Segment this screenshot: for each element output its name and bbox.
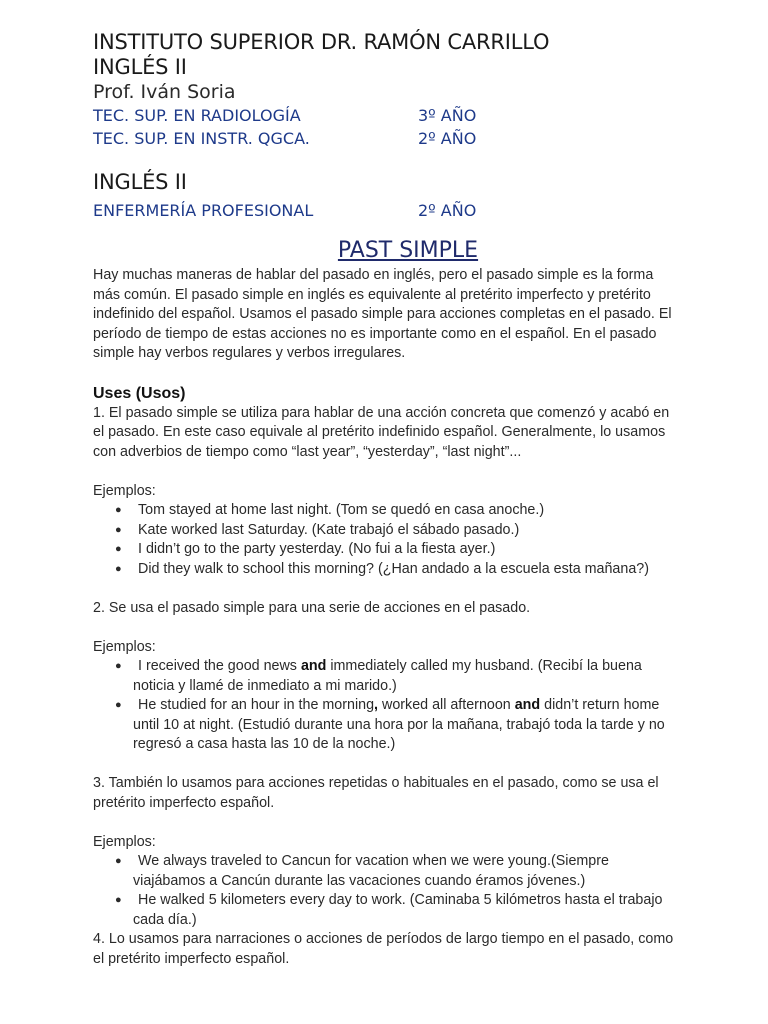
- list-item: ● He walked 5 kilometers every day to work. (Caminaba 5 kilómetros hasta el trabajo cada día.): [115, 892, 663, 928]
- bullet-icon: ●: [115, 894, 122, 906]
- use-4-paragraph: [93, 930, 723, 969]
- intro-paragraph: [93, 266, 723, 364]
- text-line: período de tiempo de estas acciones no es importante como en el español. En el pasado: [93, 325, 657, 342]
- course-name: ENFERMERÍA PROFESIONAL: [93, 201, 314, 220]
- list-item: ● I didn’t go to the party yesterday. (No fui a la fiesta ayer.): [93, 540, 723, 560]
- text-line: más común. El pasado simple en inglés es equivalente al pretérito imperfecto y pretérito: [93, 286, 651, 303]
- course-year: 3º AÑO: [418, 106, 477, 125]
- examples-list-2: [93, 657, 723, 755]
- course-year: 2º AÑO: [418, 129, 477, 148]
- examples-label: Ejemplos:: [93, 638, 156, 655]
- examples-list-1: [93, 501, 723, 579]
- text-line: pretérito imperfecto español.: [93, 794, 275, 811]
- examples-list-3: [93, 852, 723, 930]
- course-row: [93, 127, 723, 150]
- examples-label: Ejemplos:: [93, 833, 156, 850]
- text-line: el pasado. En este caso equivale al pretérito indefinido español. Generalmente, lo usamos: [93, 424, 666, 440]
- bullet-icon: ●: [115, 504, 122, 516]
- course-name: TEC. SUP. EN RADIOLOGÍA: [93, 106, 301, 125]
- subject-name-2: INGLÉS II: [93, 170, 187, 194]
- use-3-paragraph: [93, 774, 723, 813]
- text-line: indefinido del español. Usamos el pasado simple para acciones completas en el pasado. El: [93, 306, 672, 322]
- text-line: el pretérito imperfecto español.: [93, 950, 290, 967]
- page-title: PAST SIMPLE: [337, 238, 479, 263]
- list-item: ● Tom stayed at home last night. (Tom se quedó en casa anoche.): [93, 501, 723, 521]
- bullet-icon: ●: [115, 699, 122, 711]
- course-name: TEC. SUP. EN INSTR. QGCA.: [93, 129, 310, 148]
- bullet-icon: ●: [115, 523, 122, 536]
- bullet-icon: ●: [115, 543, 122, 555]
- text-line: 3. También lo usamos para acciones repetidas o habituales en el pasado, como se usa el: [93, 775, 659, 791]
- list-item: ● He studied for an hour in the morning, worked all afternoon and didn’t return home until 10 at night. (Estudió durante una hora por la mañana, trabajó toda la tarde y no regresó a casa hasta las 10 de la noche.): [115, 697, 665, 752]
- institute-name: INSTITUTO SUPERIOR DR. RAMÓN CARRILLO: [93, 30, 550, 54]
- professor-name: Prof. Iván Soria: [93, 81, 236, 103]
- list-item: ● Kate worked last Saturday. (Kate trabajó el sábado pasado.): [93, 521, 723, 541]
- list-item: ● We always traveled to Cancun for vacation when we were young.(Siempre viajábamos a Cancún durante las vacaciones cuando éramos jóvenes.): [115, 853, 609, 889]
- text-line: 4. Lo usamos para narraciones o acciones de períodos de largo tiempo en el pasado, como: [93, 931, 674, 947]
- list-item: ● I received the good news and immediately called my husband. (Recibí la buena noticia y llamé de inmediato a mi marido.): [115, 658, 642, 694]
- section-heading: Uses (Usos): [93, 384, 186, 402]
- bullet-icon: ●: [115, 660, 122, 672]
- text-line: Hay muchas maneras de hablar del pasado en inglés, pero el pasado simple es la forma: [93, 267, 654, 283]
- course-row: [93, 199, 723, 222]
- document-page: [93, 30, 723, 969]
- use-2-paragraph: 2. Se usa el pasado simple para una serie de acciones en el pasado.: [93, 599, 531, 616]
- examples-label: Ejemplos:: [93, 482, 156, 499]
- text-line: con adverbios de tiempo como “last year”, “yesterday”, “last night”...: [93, 443, 522, 460]
- use-1-paragraph: [93, 404, 723, 463]
- bullet-icon: ●: [115, 855, 122, 867]
- subject-name: INGLÉS II: [93, 55, 187, 79]
- list-item: ● Did they walk to school this morning? (¿Han andado a la escuela esta mañana?): [93, 560, 723, 580]
- text-line: simple hay verbos regulares y verbos irregulares.: [93, 345, 406, 361]
- course-year: 2º AÑO: [418, 201, 477, 220]
- course-row: [93, 104, 723, 127]
- text-line: 1. El pasado simple se utiliza para hablar de una acción concreta que comenzó y acabó en: [93, 404, 670, 421]
- bullet-icon: ●: [115, 562, 122, 575]
